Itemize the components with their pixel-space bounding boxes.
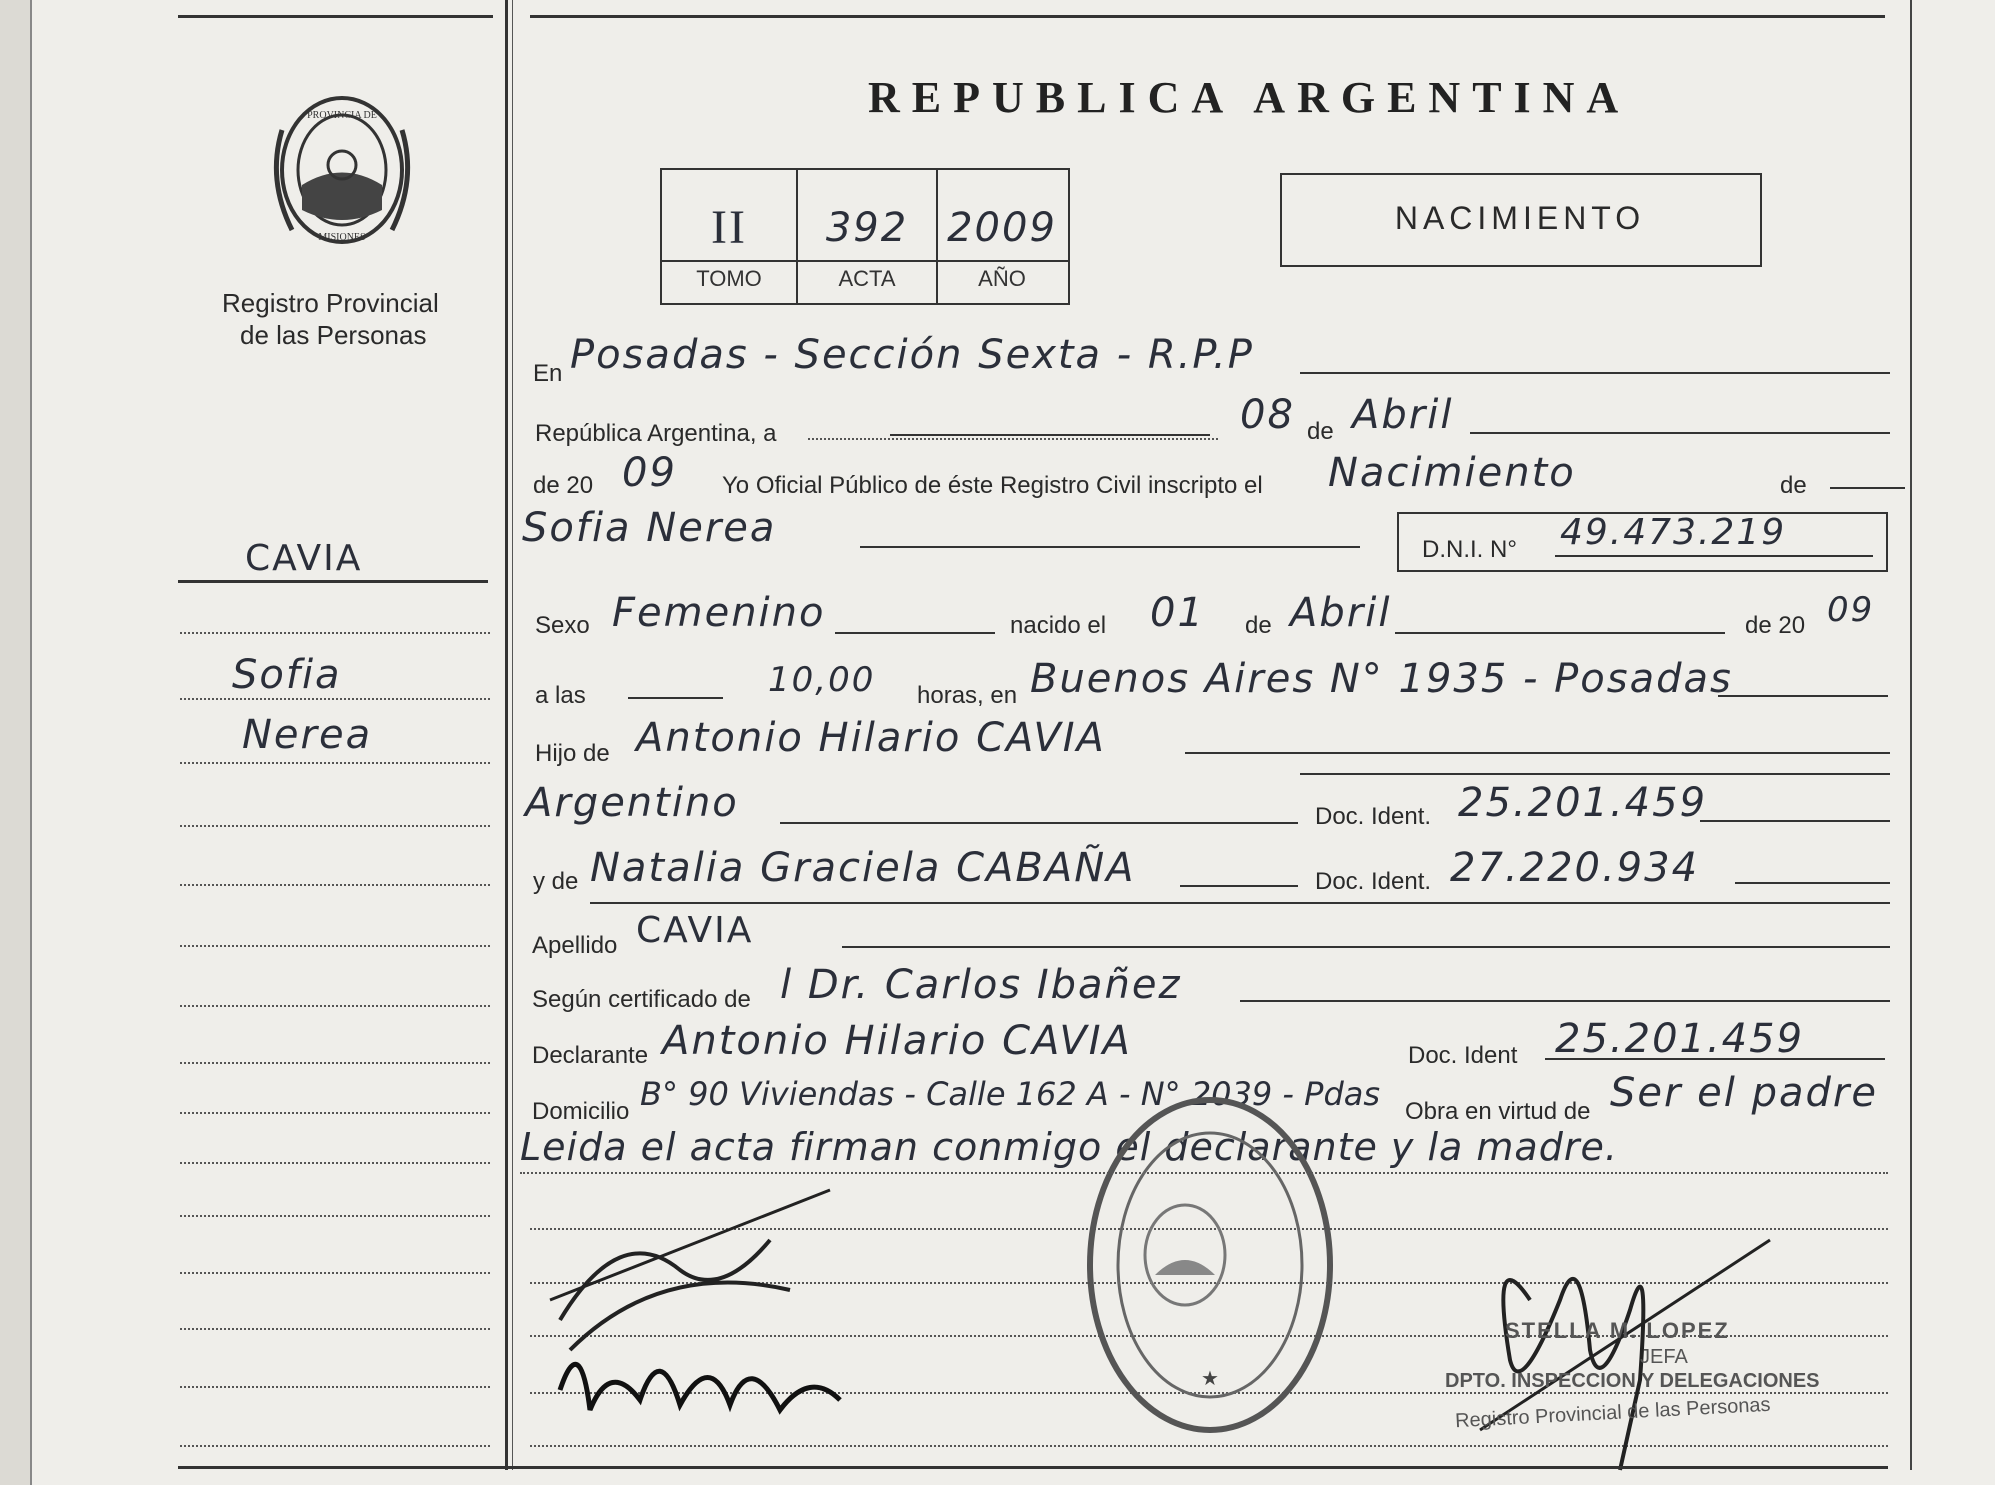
official-dept: DPTO. INSPECCION Y DELEGACIONES bbox=[1445, 1370, 1820, 1392]
dni-value: 49.473.219 bbox=[1560, 512, 1787, 553]
registry-round-seal-icon bbox=[1075, 1085, 1345, 1440]
act-type-label: NACIMIENTO bbox=[1394, 200, 1646, 236]
round-seal-text bbox=[1040, 1440, 1077, 1441]
margin-dot-13 bbox=[180, 1328, 490, 1330]
margin-dot-6 bbox=[180, 945, 490, 947]
domicilio-label: Domicilio bbox=[532, 1098, 630, 1125]
tomo-label: TOMO bbox=[696, 266, 762, 291]
dni-label: D.N.I. N° bbox=[1422, 536, 1517, 563]
year-value: 09 bbox=[622, 450, 677, 496]
de20-label-2: de 20 bbox=[1745, 612, 1806, 639]
padre-doc: 25.201.459 bbox=[1458, 780, 1708, 826]
margin-dot-15 bbox=[180, 1445, 490, 1447]
margin-dot-4 bbox=[180, 825, 490, 827]
column-divider-2 bbox=[512, 0, 513, 1470]
declarante-doc: 25.201.459 bbox=[1555, 1016, 1805, 1062]
declarante-rule bbox=[1545, 1058, 1885, 1060]
nacido-label: nacido el bbox=[1010, 612, 1107, 639]
margin-dot-7 bbox=[180, 1005, 490, 1007]
alas-label: a las bbox=[535, 682, 586, 709]
sexo-rule bbox=[835, 632, 995, 634]
country-title: REPUBLICA ARGENTINA bbox=[868, 73, 1631, 122]
official-role: JEFA bbox=[1640, 1346, 1688, 1368]
margin-dot-9 bbox=[180, 1112, 490, 1114]
padre-rule bbox=[1185, 752, 1890, 754]
name-value: Sofia Nerea bbox=[522, 505, 777, 551]
rep-rule bbox=[890, 434, 1210, 436]
padre-nacionalidad: Argentino bbox=[525, 780, 739, 826]
nac-rule bbox=[780, 822, 1298, 824]
hijo-label: Hijo de bbox=[535, 740, 610, 767]
agency-name-line1: Registro Provincial bbox=[222, 288, 439, 318]
nac-month-rule bbox=[1395, 632, 1725, 634]
apellido-value: CAVIA bbox=[636, 910, 754, 951]
inscripto-rule bbox=[1830, 487, 1905, 489]
segun-rule bbox=[1240, 1000, 1890, 1002]
day-value: 08 bbox=[1240, 392, 1295, 438]
margin-given-2: Nerea bbox=[242, 712, 373, 758]
margin-dot-5 bbox=[180, 884, 490, 886]
svg-text:MISIONES: MISIONES bbox=[318, 232, 366, 243]
doc-label-3: Doc. Ident bbox=[1408, 1042, 1518, 1069]
top-rule-left bbox=[178, 15, 493, 18]
horas-label: horas, en bbox=[917, 682, 1018, 709]
official-org: Registro Provincial de las Personas bbox=[1454, 1393, 1772, 1433]
lugar-value: Buenos Aires N° 1935 - Posadas bbox=[1030, 656, 1733, 702]
margin-dot-3 bbox=[180, 762, 490, 764]
madre-rule-under bbox=[590, 902, 1890, 904]
en-label: En bbox=[533, 360, 563, 387]
tomo-value: II bbox=[711, 201, 747, 254]
hora-rule bbox=[628, 697, 723, 699]
acta-value: 392 bbox=[825, 205, 909, 251]
madre-doc: 27.220.934 bbox=[1450, 845, 1700, 891]
declarante-value: Antonio Hilario CAVIA bbox=[662, 1018, 1132, 1064]
leida-value: Leida el acta firman conmigo el declarante y la madre. bbox=[520, 1125, 1618, 1169]
padre-doc-rule bbox=[1700, 820, 1890, 822]
margin-dot-12 bbox=[180, 1272, 490, 1274]
inscripto-value: Nacimiento bbox=[1328, 450, 1576, 496]
domicilio-value: B° 90 Viviendas - Calle 162 A - N° 2039 - Pdas bbox=[640, 1075, 1381, 1113]
sexo-label: Sexo bbox=[535, 612, 590, 639]
page-edge bbox=[0, 0, 30, 1485]
madre-value: Natalia Graciela CABAÑA bbox=[590, 845, 1136, 891]
segun-label: Según certificado de bbox=[532, 986, 751, 1013]
en-value: Posadas - Sección Sexta - R.P.P bbox=[570, 332, 1254, 378]
provincial-seal-icon bbox=[262, 90, 422, 260]
nac-month: Abril bbox=[1290, 590, 1392, 636]
anio-label: AÑO bbox=[978, 266, 1026, 291]
margin-given-1: Sofia bbox=[232, 652, 342, 698]
de-label: de bbox=[1307, 418, 1334, 445]
svg-text:PROVINCIA DE: PROVINCIA DE bbox=[307, 110, 377, 121]
margin-rule-1 bbox=[178, 580, 488, 583]
de-label-2: de bbox=[1780, 472, 1807, 499]
apellido-rule bbox=[842, 946, 1890, 948]
obra-value: Ser el padre bbox=[1610, 1070, 1878, 1116]
rep-label: República Argentina, a bbox=[535, 420, 777, 447]
left-binding-line bbox=[30, 0, 32, 1485]
margin-dot-8 bbox=[180, 1062, 490, 1064]
doc-label-2: Doc. Ident. bbox=[1315, 868, 1432, 895]
apellido-label: Apellido bbox=[532, 932, 618, 959]
madre-rule bbox=[1180, 885, 1298, 887]
column-divider bbox=[505, 0, 508, 1470]
month-value: Abril bbox=[1352, 392, 1454, 438]
official-name: STELLA M. LOPEZ bbox=[1505, 1318, 1730, 1343]
obra-label: Obra en virtud de bbox=[1405, 1098, 1591, 1125]
acta-label: ACTA bbox=[838, 266, 896, 291]
bottom-rule bbox=[178, 1466, 1888, 1469]
margin-dot-14 bbox=[180, 1386, 490, 1388]
nac-year: 09 bbox=[1827, 590, 1875, 630]
margin-dot-10 bbox=[180, 1162, 490, 1164]
doc-label: Doc. Ident. bbox=[1315, 803, 1432, 830]
nac-day: 01 bbox=[1150, 590, 1205, 636]
top-rule-right bbox=[530, 15, 1885, 18]
lugar-rule bbox=[1718, 695, 1888, 697]
padre-rule-2 bbox=[1300, 773, 1890, 775]
month-rule bbox=[1470, 432, 1890, 434]
de20-label: de 20 bbox=[533, 472, 594, 499]
oficial-label: Yo Oficial Público de éste Registro Civil inscripto el bbox=[722, 472, 1263, 499]
sexo-value: Femenino bbox=[612, 590, 826, 636]
margin-surname: CAVIA bbox=[245, 538, 363, 579]
declarante-label: Declarante bbox=[532, 1042, 649, 1069]
rep-dots bbox=[808, 438, 1218, 440]
margin-dot-11 bbox=[180, 1215, 490, 1217]
padre-value: Antonio Hilario CAVIA bbox=[636, 715, 1106, 761]
yde-label: y de bbox=[533, 868, 579, 895]
en-rule bbox=[1300, 372, 1890, 374]
segun-value: l Dr. Carlos Ibañez bbox=[780, 962, 1182, 1008]
agency-name-line2: de las Personas bbox=[240, 320, 427, 350]
margin-dot-2 bbox=[180, 698, 490, 700]
svg-text:★: ★ bbox=[1201, 1368, 1219, 1390]
madre-doc-rule bbox=[1735, 882, 1890, 884]
table-label-rule bbox=[660, 260, 1068, 262]
anio-value: 2009 bbox=[947, 205, 1057, 251]
declarante-signature-icon bbox=[540, 1180, 880, 1450]
right-border bbox=[1910, 0, 1912, 1470]
de-label-3: de bbox=[1245, 612, 1272, 639]
margin-dot-1 bbox=[180, 632, 490, 634]
name-rule bbox=[860, 546, 1360, 548]
dni-rule bbox=[1555, 555, 1873, 557]
hora-value: 10,00 bbox=[768, 660, 876, 700]
